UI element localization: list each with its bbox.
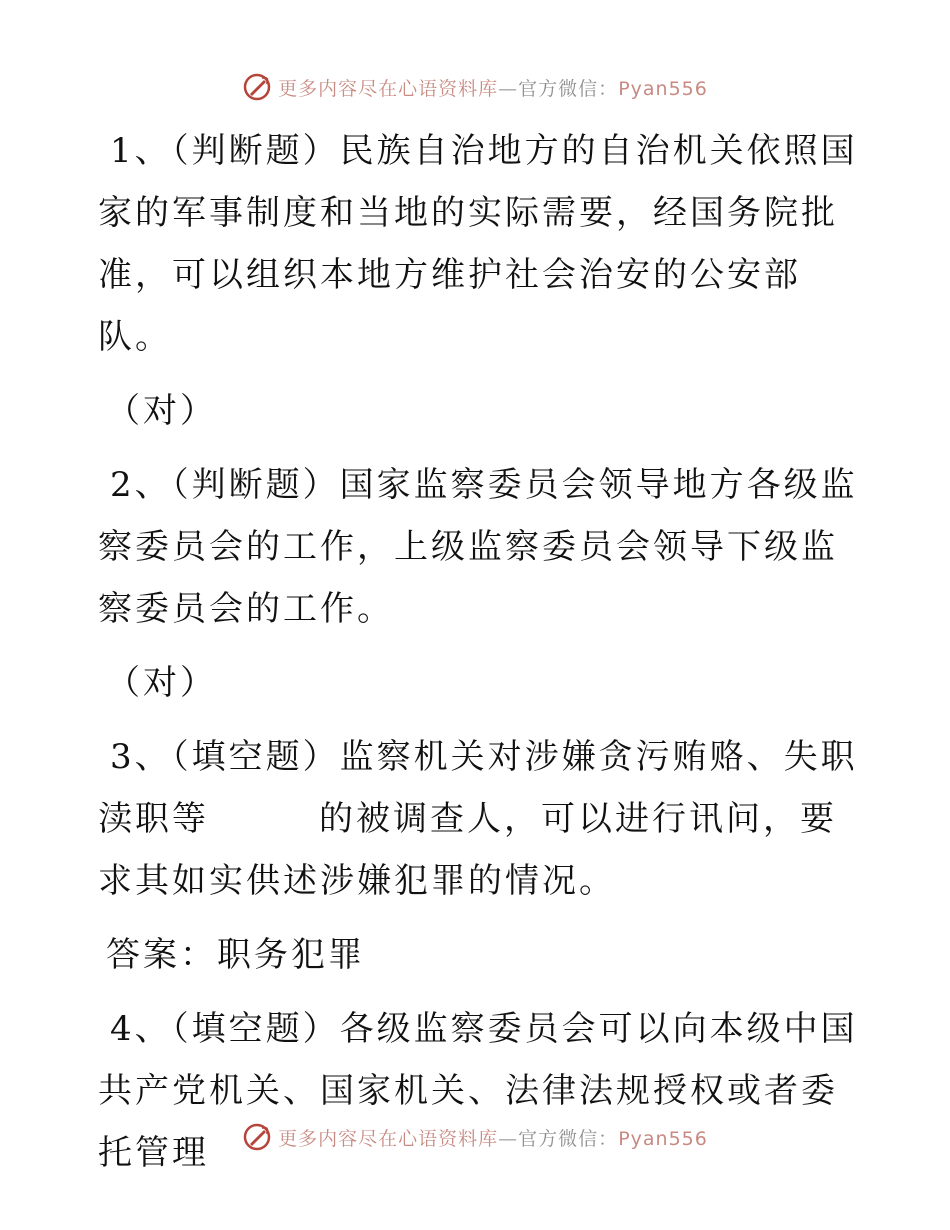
document-body (98, 120, 858, 1196)
question-3: 3、（填空题）监察机关对涉嫌贪污贿赂、失职渎职等 的被调查人，可以进行讯问，要求其如实供述涉嫌犯罪的情况。 (98, 737, 858, 901)
quill-logo-icon (242, 1122, 272, 1152)
answer-2: （对） (106, 663, 217, 703)
footer-watermark (0, 1122, 950, 1152)
watermark-text: 更多内容尽在心语资料库—官方微信：Pyan556 (278, 1127, 708, 1150)
question-4: 4、（填空题）各级监察委员会可以向本级中国共产党机关、国家机关、法律法规授权或者委托管理 (98, 1009, 858, 1173)
question-1: 1、（判断题）民族自治地方的自治机关依照国家的军事制度和当地的实际需要，经国务院批准，可以组织本地方维护社会治安的公安部队。 (98, 131, 858, 357)
header-watermark (0, 72, 950, 102)
watermark-text: 更多内容尽在心语资料库—官方微信：Pyan556 (278, 77, 708, 100)
answer-1: （对） (106, 391, 217, 431)
quill-logo-icon (242, 72, 272, 102)
question-2: 2、（判断题）国家监察委员会领导地方各级监察委员会的工作，上级监察委员会领导下级监察委员会的工作。 (98, 465, 858, 629)
answer-3: 答案：职务犯罪 (106, 935, 365, 975)
